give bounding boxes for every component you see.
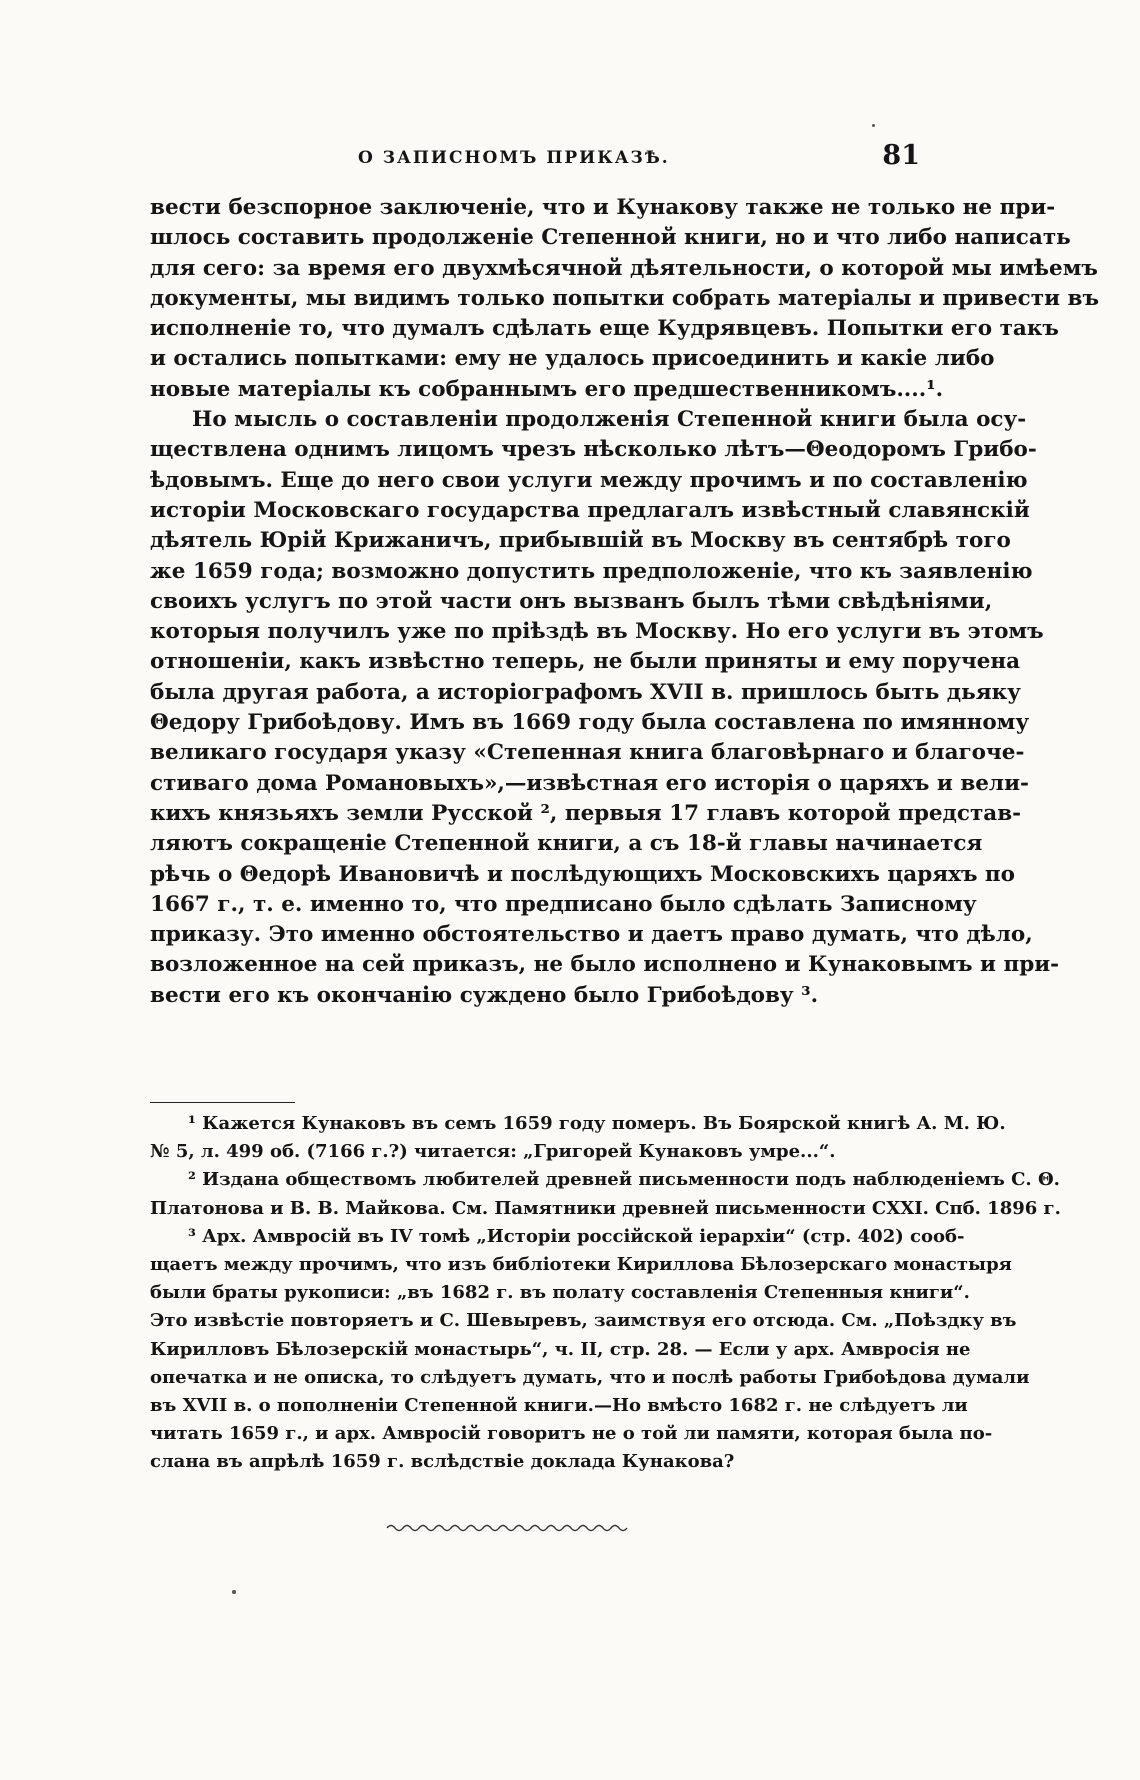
footnote-line: въ XVII в. о пополненiи Степенной книги.—Но вмѣсто 1682 г. не слѣдуетъ ли: [150, 1394, 968, 1416]
footnote-line: Это извѣстiе повторяетъ и С. Шевыревъ, заимствуя его отсюда. См. „Поѣздку въ: [150, 1310, 1017, 1332]
print-speck: [232, 1590, 236, 1594]
body-line: Θедору Грибоѣдову. Имъ въ 1669 году была составлена по имянному: [150, 710, 1030, 736]
end-ornament: [385, 1520, 635, 1536]
body-line: вести безспорное заключенiе, что и Кунакову также не только не при-: [150, 195, 1056, 220]
footnote-line: ³ Арх. Амвросiй въ IV томѣ „Исторiи россiйской iерархiи“ (стр. 402) сооб-: [188, 1225, 965, 1247]
body-line: которыя получилъ уже по прiѣздѣ въ Москву. Но его услуги въ этомъ: [150, 619, 1044, 645]
footnote-line: щаетъ между прочимъ, что изъ библiотеки Кириллова Бѣлозерскаго монастыря: [150, 1253, 1012, 1275]
body-line: исторiи Московскаго государства предлагалъ извѣстный славянскiй: [150, 497, 1030, 523]
body-line: 1667 г., т. е. именно то, что предписано было сдѣлать Записному: [150, 891, 977, 917]
footnote-line: читать 1659 г., и арх. Амвросiй говоритъ не о той ли памяти, которая была по-: [150, 1423, 993, 1445]
body-line: ществлена однимъ лицомъ чрезъ нѣсколько лѣтъ—Θеодоромъ Грибо-: [150, 437, 1037, 463]
body-line: ляютъ сокращенiе Степенной книги, а съ 18-й главы начинается: [150, 831, 983, 857]
body-line: была другая работа, а исторiографомъ XVII в. пришлось быть дьяку: [150, 679, 1021, 705]
footnote-line: ² Издана обществомъ любителей древней письменности подъ наблюденiемъ С. Θ.: [188, 1169, 1060, 1191]
footnote-line: опечатка и не описка, то слѣдуетъ думать, что и послѣ работы Грибоѣдова думали: [150, 1366, 1030, 1388]
body-line: великаго государя указу «Степенная книга благовѣрнаго и благоче-: [150, 740, 1025, 766]
body-line: отношенiи, какъ извѣстно теперь, не были приняты и ему поручена: [150, 649, 1021, 675]
footnote-line: Платонова и В. В. Майкова. См. Памятники древней письменности CXXI. Спб. 1896 г.: [150, 1197, 1061, 1219]
body-line: же 1659 года; возможно допустить предположенiе, что къ заявленiю: [150, 558, 1033, 584]
body-line: ѣдовымъ. Еще до него свои услуги между прочимъ и по составленiю: [150, 467, 1028, 493]
footnote-line: № 5, л. 499 об. (7166 г.?) читается: „Григорей Кунаковъ умре...“.: [150, 1141, 836, 1163]
body-line: возложенное на сей приказъ, не было исполнено и Кунаковымъ и при-: [150, 952, 1060, 978]
body-line: документы, мы видимъ только попытки собрать матерiалы и привести въ: [150, 285, 1099, 311]
body-text: [150, 193, 1099, 1011]
footnote-rule: [150, 1102, 295, 1103]
footnote-line: Кирилловъ Бѣлозерскiй монастырь“, ч. II, стр. 28. — Если у арх. Амвросiя не: [150, 1338, 971, 1360]
body-line: своихъ услугъ по этой части онъ вызванъ былъ тѣми свѣдѣнiями,: [150, 588, 993, 614]
body-line: исполненiе то, что думалъ сдѣлать еще Кудрявцевъ. Попытки его такъ: [150, 316, 1059, 342]
print-speck: [872, 124, 875, 127]
running-head: [150, 140, 920, 180]
body-line: кихъ князьяхъ земли Русской ², первыя 17 главъ которой представ-: [150, 800, 1022, 826]
body-line: новые матерiалы къ собраннымъ его предшественникомъ....¹.: [150, 376, 944, 402]
body-line: для сего: за время его двухмѣсячной дѣятельности, о которой мы имѣемъ: [150, 255, 1098, 281]
footnotes: [150, 1110, 1061, 1476]
body-line: приказу. Это именно обстоятельство и даетъ право думать, что дѣло,: [150, 922, 1033, 948]
body-line: дѣятель Юрiй Крижаничъ, прибывшiй въ Москву въ сентябрѣ того: [150, 528, 1011, 554]
body-line: Но мысль о составленiи продолженiя Степенной книги была осу-: [192, 407, 1027, 433]
footnote-line: слана въ апрѣлѣ 1659 г. вслѣдствiе доклада Кунакова?: [150, 1451, 735, 1473]
body-line: стиваго дома Романовыхъ»,—извѣстная его исторiя о царяхъ и вели-: [150, 770, 1029, 796]
page-number: 81: [882, 140, 920, 171]
body-line: вести его къ окончанiю суждено было Грибоѣдову ³.: [150, 982, 819, 1008]
footnote-line: ¹ Кажется Кунаковъ въ семъ 1659 году померъ. Въ Боярской книгѣ А. М. Ю.: [188, 1113, 1006, 1134]
body-line: рѣчь о Θедорѣ Ивановичѣ и послѣдующихъ Московскихъ царяхъ по: [150, 861, 1016, 887]
running-title: О ЗАПИСНОМЪ ПРИКАЗѢ.: [358, 148, 670, 168]
body-line: шлось составить продолженiе Степенной книги, но и что либо написать: [150, 225, 1071, 251]
body-line: и остались попытками: ему не удалось присоединить и какiе либо: [150, 346, 995, 372]
footnote-line: были браты рукописи: „въ 1682 г. въ полату составленiя Степенныя книги“.: [150, 1282, 970, 1304]
